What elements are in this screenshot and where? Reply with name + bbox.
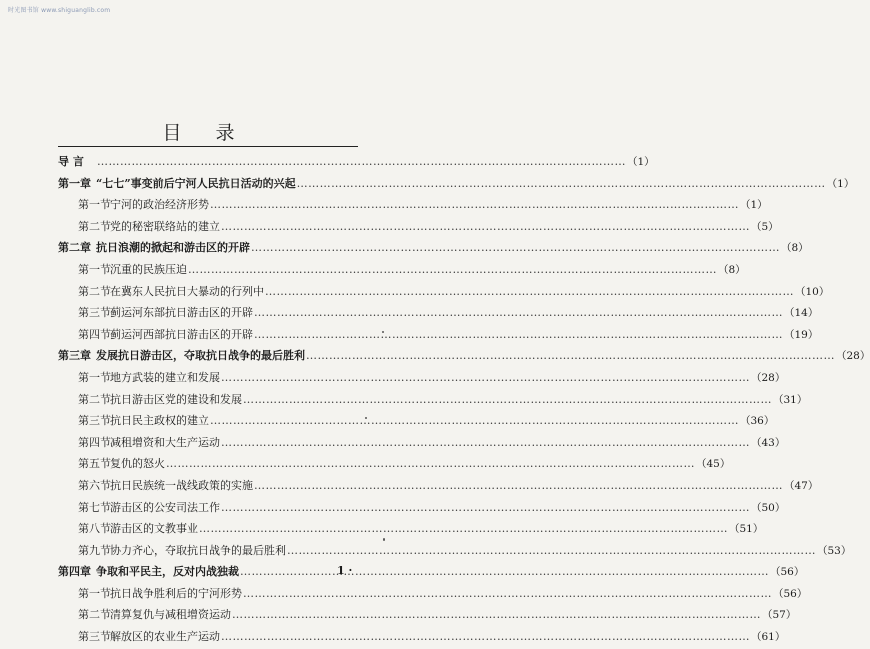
toc-leader-dots <box>199 518 728 540</box>
toc-entry-title: 协力齐心，夺取抗日战争的最后胜利 <box>110 543 286 557</box>
watermark-text: 时光图书馆 www.shiguanglib.com <box>8 7 111 14</box>
toc-chapter-row[interactable] <box>58 237 809 259</box>
toc-leader-dots <box>221 367 750 389</box>
toc-section-row[interactable] <box>58 540 852 562</box>
toc-entry-title: 清算复仇与减租增资运动 <box>110 608 231 622</box>
toc-leader-dots <box>188 259 717 281</box>
toc-leader-dots <box>297 173 826 195</box>
toc-label: 第五节 <box>78 457 111 471</box>
toc-section-row[interactable] <box>58 324 819 346</box>
toc-label: 第二节 <box>78 392 111 406</box>
toc-leader-dots <box>254 302 783 324</box>
toc-page-number: （8） <box>781 242 809 255</box>
toc-entry-title: 抗日游击区党的建设和发展 <box>110 392 242 406</box>
toc-chapter-row[interactable] <box>58 151 655 173</box>
toc-leader-dots <box>254 475 783 497</box>
toc-section-row[interactable] <box>58 410 775 432</box>
toc-page-number: （50） <box>751 501 786 514</box>
toc-label: 第二节 <box>78 284 111 298</box>
toc-label: 第一节 <box>78 198 111 212</box>
toc-label: 第二章 <box>58 241 91 255</box>
toc-leader-dots <box>243 389 772 411</box>
toc-page-number: （31） <box>773 393 808 406</box>
toc-section-row[interactable] <box>58 194 768 216</box>
toc-leader-dots <box>254 324 783 346</box>
toc-page-number: （56） <box>770 566 805 579</box>
toc-label: 导 言 <box>58 155 84 168</box>
toc-label: 第三节 <box>78 414 111 428</box>
toc-page-number: （47） <box>784 479 819 492</box>
toc-label: 第六节 <box>78 478 111 492</box>
toc-page-number: （10） <box>795 285 830 298</box>
toc-entry-title: 宁河的政治经济形势 <box>110 198 209 212</box>
toc-page-number: （28） <box>836 350 870 363</box>
toc-entry-title: 抗日民主政权的建立 <box>110 414 209 428</box>
toc-label: 第一节 <box>78 586 111 600</box>
toc-page-number: （53） <box>817 544 852 557</box>
toc-section-row[interactable] <box>58 432 786 454</box>
toc-page-number: （8） <box>718 263 746 276</box>
toc-entry-title: 游击区的公安司法工作 <box>110 500 220 514</box>
toc-entry-title: 地方武装的建立和发展 <box>110 370 220 384</box>
toc-chapter-row[interactable] <box>58 345 870 367</box>
toc-page-number: （28） <box>751 371 786 384</box>
scan-speck <box>382 331 384 333</box>
toc-section-row[interactable] <box>58 583 808 605</box>
toc-label: 第四节 <box>78 327 111 341</box>
toc-section-row[interactable] <box>58 453 731 475</box>
toc-leader-dots <box>232 604 761 626</box>
toc-page-number: （1） <box>740 199 768 212</box>
toc-leader-dots <box>240 561 769 583</box>
toc-page-number: （19） <box>784 328 819 341</box>
toc-entry-title: 抗日浪潮的掀起和游击区的开辟 <box>96 241 250 255</box>
toc-chapter-row[interactable] <box>58 173 855 195</box>
toc-entry-title: 党的秘密联络站的建立 <box>110 219 220 233</box>
toc-leader-dots <box>251 237 780 259</box>
toc-entry-title: 抗日民族统一战线政策的实施 <box>110 478 253 492</box>
toc-leader-dots <box>306 345 835 367</box>
title-rule <box>58 146 358 147</box>
toc-page-number: （45） <box>696 458 731 471</box>
toc-entry-title: 解放区的农业生产运动 <box>110 630 220 644</box>
toc-label: 第九节 <box>78 543 111 557</box>
toc-section-row[interactable] <box>58 518 764 540</box>
toc-section-row[interactable] <box>58 216 779 238</box>
toc-entry-title: 抗日战争胜利后的宁河形势 <box>110 586 242 600</box>
scan-speck <box>383 538 385 541</box>
toc-entry-title: 发展抗日游击区，夺取抗日战争的最后胜利 <box>96 349 305 363</box>
page-title: 目 录 <box>162 122 249 144</box>
toc-leader-dots <box>221 497 750 519</box>
toc-label: 第七节 <box>78 500 111 514</box>
toc-leader-dots <box>221 216 750 238</box>
toc-label: 第一章 <box>58 176 91 190</box>
toc-leader-dots <box>97 151 626 173</box>
toc-entry-title: 争取和平民主，反对内战独裁 <box>96 565 239 579</box>
toc-label: 第三章 <box>58 349 91 363</box>
toc-page-number: （1） <box>826 177 855 190</box>
toc-section-row[interactable] <box>58 497 786 519</box>
toc-chapter-row[interactable] <box>58 561 805 583</box>
toc-label: 第三节 <box>78 630 111 644</box>
toc-section-row[interactable] <box>58 259 746 281</box>
toc-label: 第八节 <box>78 522 111 536</box>
toc-page-number: （36） <box>740 415 775 428</box>
toc-page-number: （57） <box>762 609 797 622</box>
toc-leader-dots <box>265 281 794 303</box>
toc-leader-dots <box>221 432 750 454</box>
toc-section-row[interactable] <box>58 389 808 411</box>
toc-section-row[interactable] <box>58 302 819 324</box>
toc-leader-dots <box>221 626 750 648</box>
toc-label: 第三节 <box>78 306 111 320</box>
toc-section-row[interactable] <box>58 626 786 648</box>
toc-entry-title: 减租增资和大生产运动 <box>110 435 220 449</box>
toc-entry-title: 蓟运河东部抗日游击区的开辟 <box>110 306 253 320</box>
toc-label: 第二节 <box>78 608 111 622</box>
toc-page-number: （43） <box>751 436 786 449</box>
toc-page-number: （1） <box>627 156 655 168</box>
toc-entry-title: 在冀东人民抗日大暴动的行列中 <box>110 284 264 298</box>
toc-leader-dots <box>287 540 816 562</box>
toc-label: 第二节 <box>78 219 111 233</box>
toc-label: 第一节 <box>78 262 111 276</box>
toc-entry-title: 蓟运河西部抗日游击区的开辟 <box>110 327 253 341</box>
toc-entry-title: “七七”事变前后宁河人民抗日活动的兴起 <box>96 176 296 190</box>
toc-entry-title: 复仇的怒火 <box>110 457 165 471</box>
toc-label: 第四节 <box>78 435 111 449</box>
toc-page-number: （61） <box>751 631 786 644</box>
toc-entry-title: 游击区的文教事业 <box>110 522 198 536</box>
toc-leader-dots <box>166 453 695 475</box>
toc-page-number: （56） <box>773 587 808 600</box>
toc-leader-dots <box>210 410 739 432</box>
toc-page-number: （51） <box>729 523 764 536</box>
table-of-contents <box>58 151 870 648</box>
page-number: 1 · <box>337 564 353 577</box>
toc-section-row[interactable] <box>58 281 830 303</box>
toc-page-number: （5） <box>751 220 779 233</box>
toc-leader-dots <box>243 583 772 605</box>
toc-section-row[interactable] <box>58 604 797 626</box>
toc-label: 第四章 <box>58 565 91 579</box>
toc-section-row[interactable] <box>58 475 819 497</box>
toc-section-row[interactable] <box>58 367 786 389</box>
toc-entry-title: 沉重的民族压迫 <box>110 262 187 276</box>
scan-speck <box>365 417 367 419</box>
toc-leader-dots <box>210 194 739 216</box>
toc-label: 第一节 <box>78 370 111 384</box>
toc-page-number: （14） <box>784 307 819 320</box>
